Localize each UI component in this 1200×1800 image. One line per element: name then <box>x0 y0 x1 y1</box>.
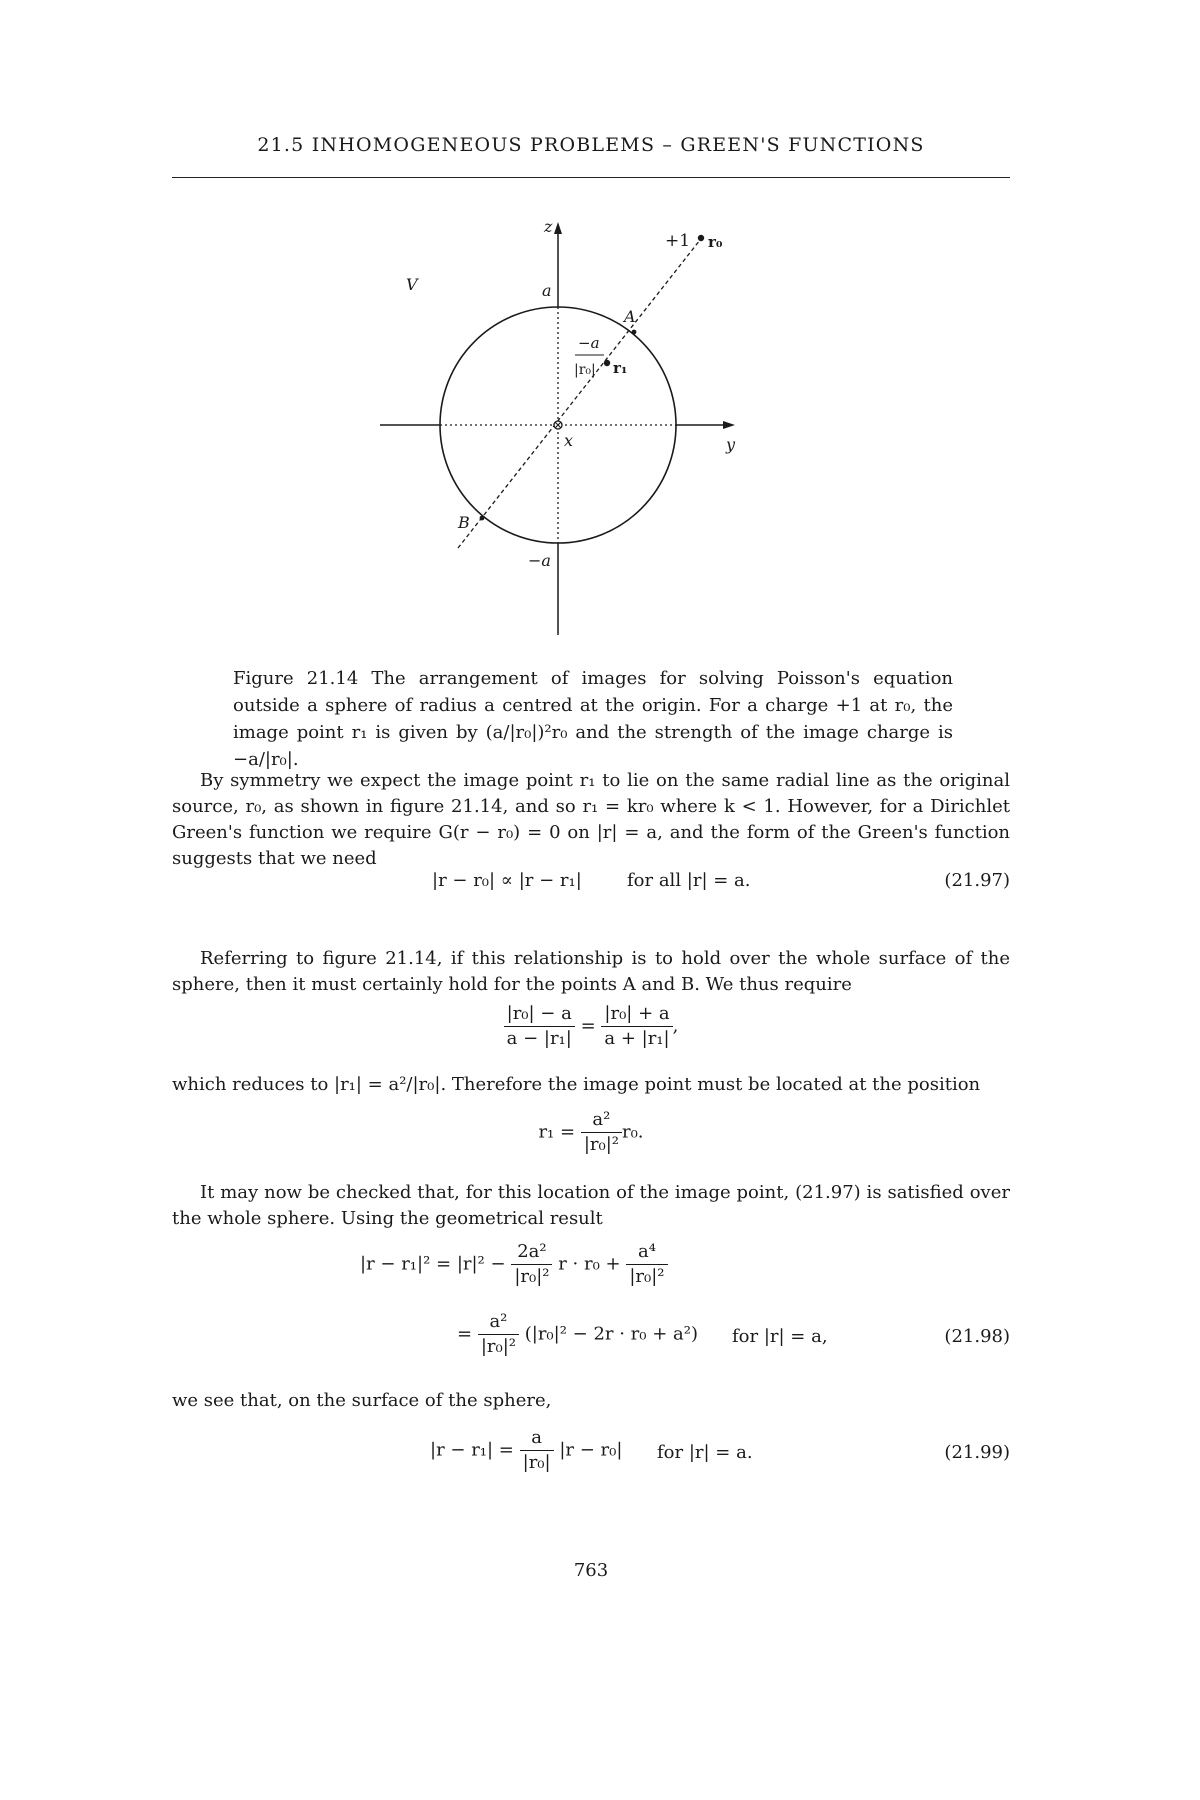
point-a-dot <box>632 330 637 335</box>
eq99-lhs: |r − r₁| = <box>430 1439 514 1461</box>
equation-a-b <box>172 1002 1010 1051</box>
figure-caption: Figure 21.14 The arrangement of images for solving Poisson's equation outside a sphere of radius a centred at the origin. For a charge +1 at r₀, the image point r₁ is given by (a/|r₀|)²r₀ and the strength of the image charge is −a/|r₀|. <box>233 668 953 770</box>
point-b-dot <box>480 516 485 521</box>
eq99-main <box>430 1426 622 1475</box>
eq99-frac <box>520 1426 554 1475</box>
eq-r1-num: a² <box>581 1108 622 1133</box>
eq-r1-tail: r₀. <box>621 1121 644 1143</box>
bottom-label: −a <box>528 551 551 570</box>
y-axis-arrow <box>723 421 735 429</box>
eq98-l1-mid: r · r₀ + <box>558 1253 621 1275</box>
source-point-dot <box>698 235 704 241</box>
region-label: V <box>406 275 418 294</box>
z-axis-arrow <box>554 222 562 234</box>
eq97-condition: for all |r| = a. <box>627 870 751 891</box>
eq98-l1-num-1: 2a² <box>511 1240 552 1265</box>
z-axis-label: z <box>544 217 553 236</box>
paragraph-1: By symmetry we expect the image point r₁ to lie on the same radial line as the original source, r₀, as shown in figure 21.14, and so r₁ = kr₀ where k < 1. However, for a Dirichlet Green's function we require G(r − r₀) = 0 on |r| = a, and the form of the Green's function suggests that we need <box>172 770 1010 869</box>
eq98-l2-den: |r₀|² <box>480 1336 516 1357</box>
source-charge-label: +1 <box>665 231 691 251</box>
paragraph-4: It may now be checked that, for this location of the image point, (21.97) is satisfied over the whole sphere. Using the geometrical result <box>172 1182 1010 1229</box>
image-point-dot <box>604 360 610 366</box>
image-strength-denominator: |r₀| <box>574 362 596 378</box>
x-axis-label: x <box>564 431 574 450</box>
eq98-l1-den-2: |r₀|² <box>629 1266 665 1287</box>
page-number: 763 <box>573 1560 609 1581</box>
figure-image-sphere <box>380 210 800 640</box>
source-point-label: r₀ <box>708 233 723 251</box>
eq98-l1-num-2: a⁴ <box>626 1240 667 1265</box>
point-a-label: A <box>624 307 636 326</box>
eq-ab-equals: = <box>580 1015 596 1037</box>
paragraph-3: which reduces to |r₁| = a²/|r₀|. Therefore the image point must be located at the position <box>172 1074 981 1095</box>
eq98-l1-frac-1 <box>511 1240 552 1289</box>
eq98-condition: for |r| = a, <box>732 1326 828 1347</box>
image-strength-numerator: −a <box>578 334 600 352</box>
eq98-line2 <box>457 1310 698 1359</box>
eq-r1-lhs: r₁ = <box>538 1121 576 1143</box>
eq97-number: (21.97) <box>944 870 1010 891</box>
eq98-number: (21.98) <box>944 1326 1010 1347</box>
eq-ab-num-1: |r₀| − a <box>504 1002 575 1027</box>
top-label: a <box>542 281 552 300</box>
eq98-l1-den-1: |r₀|² <box>514 1266 550 1287</box>
eq99-rest: |r − r₀| <box>559 1439 623 1461</box>
eq97-lhs: |r − r₀| ∝ |r − r₁| <box>432 870 582 891</box>
image-point-label: r₁ <box>613 359 628 377</box>
eq98-l1-lhs: |r − r₁|² = |r|² − <box>360 1253 506 1275</box>
eq-ab-frac-1 <box>504 1002 575 1051</box>
paragraph-5: we see that, on the surface of the sphere, <box>172 1390 552 1411</box>
header-rule <box>172 177 1010 178</box>
running-head: 21.5 INHOMOGENEOUS PROBLEMS – GREEN'S FUNCTIONS <box>257 134 925 156</box>
eq-r1-frac <box>581 1108 622 1157</box>
eq-r1-den: |r₀|² <box>583 1134 619 1155</box>
eq98-l2-num: a² <box>478 1310 519 1335</box>
equation-21-98-line-2 <box>172 1310 1010 1370</box>
eq99-den: |r₀| <box>522 1452 551 1473</box>
eq-ab-tail: , <box>672 1015 679 1037</box>
paragraph-2: Referring to figure 21.14, if this relationship is to hold over the whole surface of the sphere, then it must certainly hold for the points A and B. We thus require <box>172 948 1010 995</box>
eq98-line1 <box>360 1240 668 1289</box>
equation-r1 <box>172 1108 1010 1157</box>
eq-ab-den-2: a + |r₁| <box>604 1028 670 1049</box>
y-axis-label: y <box>726 435 736 454</box>
eq99-num: a <box>520 1426 554 1451</box>
point-b-label: B <box>458 513 470 532</box>
eq99-number: (21.99) <box>944 1442 1010 1463</box>
eq-ab-frac-2 <box>601 1002 672 1051</box>
eq98-l2-frac <box>478 1310 519 1359</box>
radial-line <box>458 240 700 548</box>
equation-21-98-line-1 <box>172 1240 1010 1300</box>
eq99-condition: for |r| = a. <box>657 1442 753 1463</box>
eq98-l1-frac-2 <box>626 1240 667 1289</box>
eq98-l2-rest: (|r₀|² − 2r · r₀ + a²) <box>524 1323 698 1345</box>
equation-21-99 <box>172 1426 1010 1486</box>
eq-ab-num-2: |r₀| + a <box>601 1002 672 1027</box>
eq98-l2-eq: = <box>457 1323 473 1345</box>
eq-ab-den-1: a − |r₁| <box>506 1028 572 1049</box>
